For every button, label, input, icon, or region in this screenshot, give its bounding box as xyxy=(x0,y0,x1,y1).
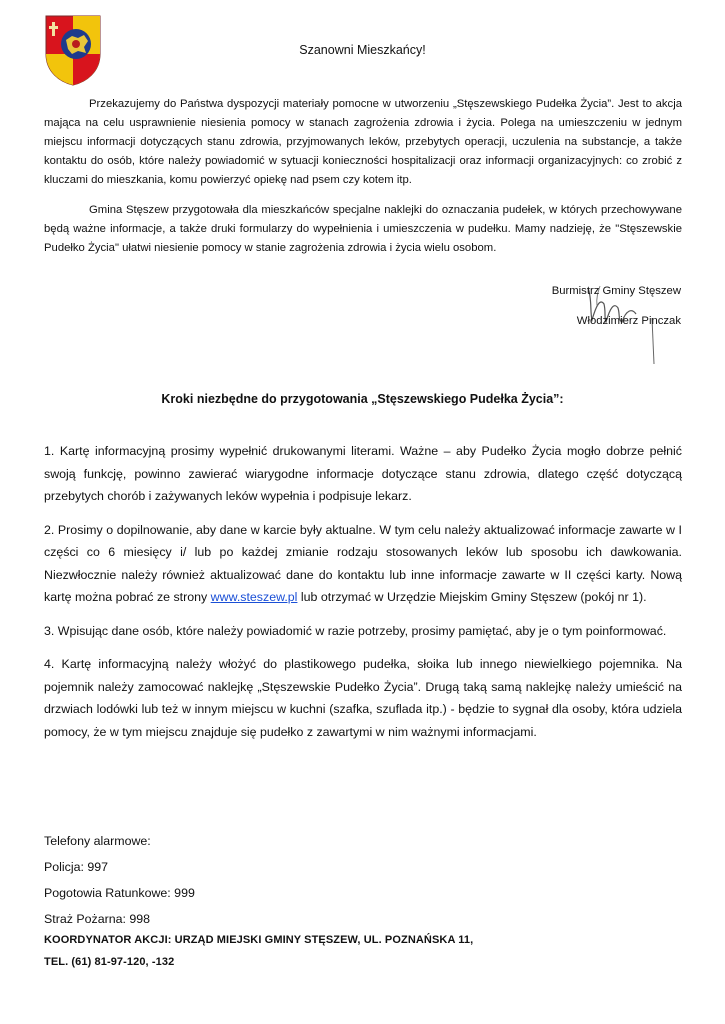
intro-section xyxy=(44,95,682,269)
step-item: 3. Wpisując dane osób, które należy powiadomić w razie potrzeby, prosimy pamiętać, aby je o tym poinformować. xyxy=(44,623,667,638)
step-item: 1. Kartę informacyjną prosimy wypełnić drukowanymi literami. Ważne – aby Pudełko Życia mogło dobrze pełnić swoją funkcję, powinno zawierać wiarygodne informacje dotyczące stanu zdrowia, dlatego część dotyczącą przebytych chorób i zażywanych leków wypełnia i podpisuje lekarz. xyxy=(44,444,682,503)
steps-title: Kroki niezbędne do przygotowania „Stęszewskiego Pudełka Życia”: xyxy=(161,392,564,406)
website-link[interactable]: www.steszew.pl xyxy=(210,590,298,604)
phone-police: Policja: 997 xyxy=(44,860,109,874)
phone-ambulance: Pogotowia Ratunkowe: 999 xyxy=(44,886,195,900)
coordinator-line: KOORDYNATOR AKCJI: URZĄD MIEJSKI GMINY STĘSZEW, UL. POZNAŃSKA 11, xyxy=(44,934,474,946)
steps-list xyxy=(44,440,682,754)
step-text: lub otrzymać w Urzędzie Miejskim Gminy Stęszew (pokój nr 1). xyxy=(297,590,647,604)
step-item xyxy=(44,519,682,609)
greeting-heading: Szanowni Mieszkańcy! xyxy=(299,43,426,57)
emergency-phones xyxy=(44,828,195,932)
coordinator-phone: TEL. (61) 81-97-120, -132 xyxy=(44,956,175,968)
coordinator-info xyxy=(44,929,473,973)
phone-fire: Straż Pożarna: 998 xyxy=(44,912,151,926)
intro-paragraph: Gmina Stęszew przygotowała dla mieszkańców specjalne naklejki do oznaczania pudełek, w których przechowywane będą ważne informacje, a także druki formularzy do wypełnienia i umieszczenia w pudełku. Mamy nadzieję, że "Stęszewskie Pudełko Życia" ułatwi niesienie pomocy w stanie zagrożenia zdrowia i życia wielu osobom. xyxy=(44,204,682,254)
step-text: 2. Prosimy o dopilnowanie, aby dane w karcie były aktualne. W tym celu należy aktualizować informacje zawarte w I części co 6 miesięcy i/ lub po każdej zmianie rodzaju stosowanych leków lub sposobu ich dawkowania. Niezwłocznie należy również aktualizować dane do kontaktu lub inne informacje zawarte w II części karty. Nową kartę można pobrać ze strony xyxy=(44,522,682,604)
step-item: 4. Kartę informacyjną należy włożyć do plastikowego pudełka, słoika lub innego niewielkiego pojemnika. Na pojemnik należy zamocować naklejkę „Stęszewskie Pudełko Życia”. Drugą taką samą naklejkę należy umieścić na drzwiach lodówki lub też w innym miejscu w kuchni (szafka, szuflada itp.) - będzie to sygnał dla osoby, która udziela pomocy, że w tym miejscu znajduje się pudełko z zawartymi w nim ważnymi informacjami. xyxy=(44,657,682,739)
intro-paragraph: Przekazujemy do Państwa dyspozycji materiały pomocne w utworzeniu „Stęszewskiego Pudełka Życia”. Jest to akcja mająca na celu usprawnienie niesienia pomocy w stanach zagrożenia zdrowia i życia. Polega na umieszczeniu w jednym miejscu informacji dotyczących stanu zdrowia, przyjmowanych leków, przebytych operacji, uczulenia na substancje, a także kontaktu do osób, które należy powiadomić w sytuacji konieczności hospitalizacji oraz informacji organizacyjnych: co zrobić z kluczami do mieszkania, komu powierzyć opiekę nad psem czy kotem itp. xyxy=(44,98,682,186)
signature-name: Włodzimierz Pinczak xyxy=(576,315,681,327)
phones-heading: Telefony alarmowe: xyxy=(44,834,151,848)
signature-role: Burmistrz Gminy Stęszew xyxy=(551,285,681,297)
